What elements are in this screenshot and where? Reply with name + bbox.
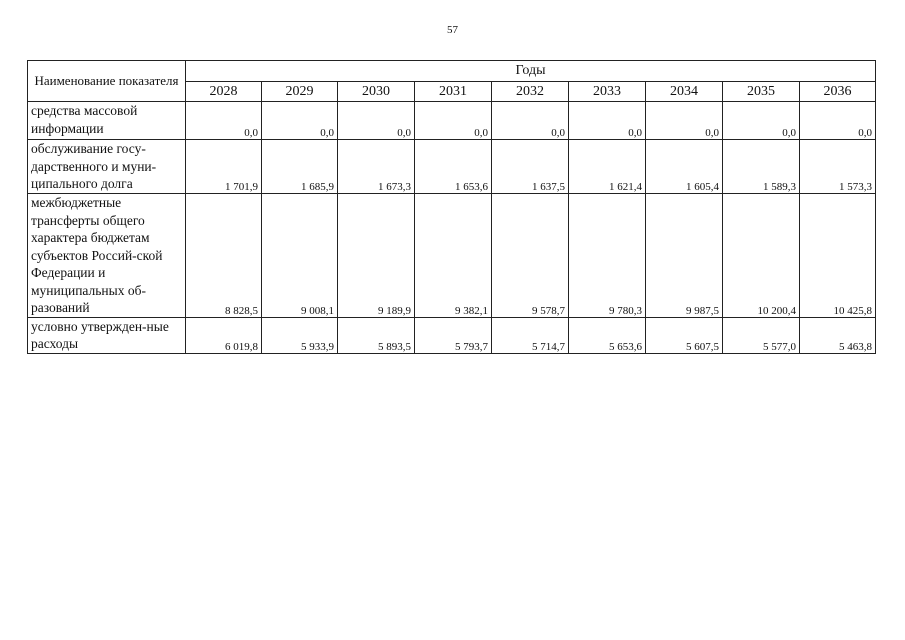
row-name-cell: условно утвержден-ные расходы (28, 317, 186, 353)
table-row (28, 140, 876, 194)
value-cell: 5 714,7 (492, 317, 569, 353)
value-cell: 9 987,5 (646, 194, 723, 318)
value-cell: 9 382,1 (415, 194, 492, 318)
table-row (28, 317, 876, 353)
value-cell: 0,0 (186, 102, 262, 140)
budget-table (27, 60, 876, 354)
value-cell: 1 673,3 (338, 140, 415, 194)
value-cell: 5 893,5 (338, 317, 415, 353)
value-cell: 0,0 (492, 102, 569, 140)
value-cell: 1 685,9 (262, 140, 338, 194)
year-header: 2032 (492, 82, 569, 102)
row-name-cell: обслуживание госу-дарственного и муни-ципального долга (28, 140, 186, 194)
value-cell: 5 793,7 (415, 317, 492, 353)
row-name-cell: межбюджетные трансферты общего характера бюджетам субъектов Россий-ской Федерации и муниципальных об-разований (28, 194, 186, 318)
year-header: 2031 (415, 82, 492, 102)
value-cell: 9 780,3 (569, 194, 646, 318)
years-header: Годы (186, 61, 876, 82)
year-header: 2036 (800, 82, 876, 102)
value-cell: 5 933,9 (262, 317, 338, 353)
value-cell: 0,0 (646, 102, 723, 140)
value-cell: 10 200,4 (723, 194, 800, 318)
value-cell: 1 653,6 (415, 140, 492, 194)
row-name-cell: средства массовой информации (28, 102, 186, 140)
indicator-name-header: Наименование показателя (28, 61, 186, 102)
year-header: 2030 (338, 82, 415, 102)
table-row (28, 194, 876, 318)
value-cell: 0,0 (800, 102, 876, 140)
value-cell: 1 605,4 (646, 140, 723, 194)
value-cell: 9 008,1 (262, 194, 338, 318)
value-cell: 9 578,7 (492, 194, 569, 318)
year-header: 2028 (186, 82, 262, 102)
year-header: 2033 (569, 82, 646, 102)
value-cell: 5 577,0 (723, 317, 800, 353)
value-cell: 1 589,3 (723, 140, 800, 194)
header-row-top (28, 61, 876, 82)
page-number: 57 (447, 24, 458, 36)
value-cell: 0,0 (338, 102, 415, 140)
value-cell: 0,0 (415, 102, 492, 140)
year-header: 2029 (262, 82, 338, 102)
value-cell: 9 189,9 (338, 194, 415, 318)
table-row (28, 102, 876, 140)
value-cell: 1 621,4 (569, 140, 646, 194)
value-cell: 8 828,5 (186, 194, 262, 318)
value-cell: 1 637,5 (492, 140, 569, 194)
value-cell: 0,0 (569, 102, 646, 140)
value-cell: 0,0 (262, 102, 338, 140)
year-header: 2034 (646, 82, 723, 102)
value-cell: 5 463,8 (800, 317, 876, 353)
value-cell: 10 425,8 (800, 194, 876, 318)
value-cell: 1 701,9 (186, 140, 262, 194)
value-cell: 0,0 (723, 102, 800, 140)
value-cell: 5 607,5 (646, 317, 723, 353)
year-header: 2035 (723, 82, 800, 102)
value-cell: 1 573,3 (800, 140, 876, 194)
value-cell: 5 653,6 (569, 317, 646, 353)
value-cell: 6 019,8 (186, 317, 262, 353)
